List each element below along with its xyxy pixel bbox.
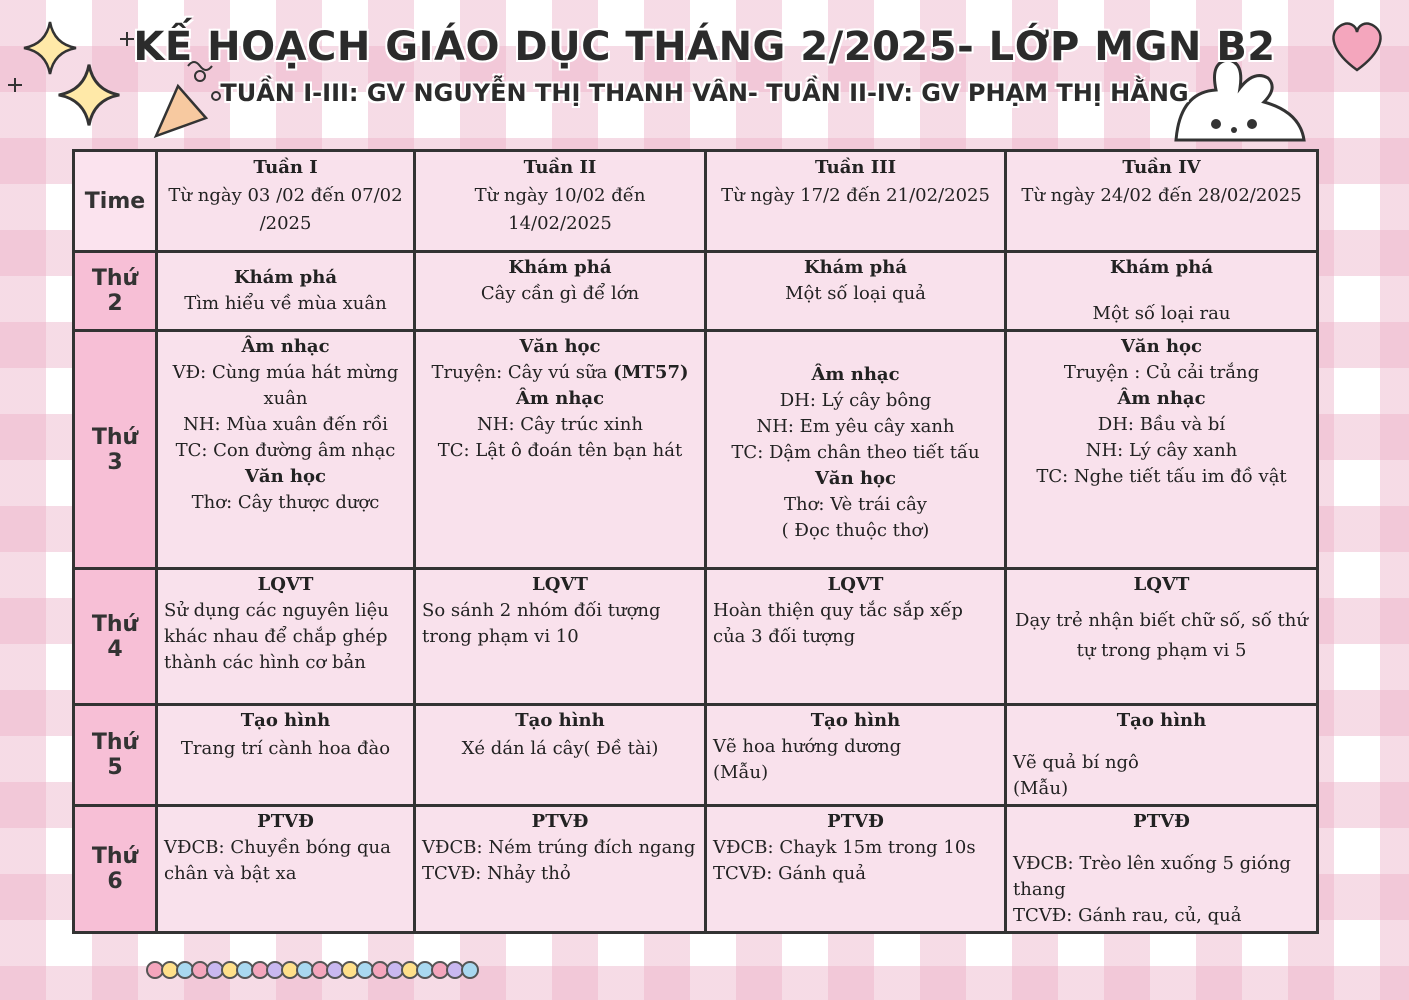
activity-line: Truyện : Củ cải trắng xyxy=(1063,362,1260,383)
page-subtitle: TUẦN I-III: GV NGUYỄN THỊ THANH VÂN- TUẦN II-IV: GV PHẠM THỊ HẰNG xyxy=(220,79,1189,107)
day-label: Thứ 2 xyxy=(74,252,157,331)
day-label: Thứ 5 xyxy=(74,705,157,806)
activity-cell xyxy=(1006,331,1318,569)
table-row xyxy=(74,252,1318,331)
activity-title: Tạo hình xyxy=(1116,710,1207,731)
activity-cell xyxy=(157,806,415,933)
activity-title: LQVT xyxy=(1133,574,1190,595)
activity-cell xyxy=(415,569,706,705)
week-dates: Từ ngày 17/2 đến 21/02/2025 xyxy=(721,185,990,206)
activity-cell xyxy=(157,331,415,569)
activity-line: VĐCB: Ném trúng đích ngang xyxy=(422,837,696,858)
table-row xyxy=(74,331,1318,569)
activity-line: Một số loại rau xyxy=(1092,303,1231,324)
activity-line: TC: Lật ô đoán tên bạn hát xyxy=(437,440,683,461)
activity-title: Tạo hình xyxy=(810,710,901,731)
activity-cell xyxy=(706,806,1006,933)
activity-cell xyxy=(157,252,415,331)
activity-title: Khám phá xyxy=(1109,257,1214,278)
activity-line: VĐ: Cùng múa hát mừng xuân xyxy=(172,362,399,409)
week-header xyxy=(706,151,1006,252)
education-plan-table xyxy=(72,149,1319,934)
activity-title: PTVĐ xyxy=(257,811,314,832)
activity-line: NH: Mùa xuân đến rồi xyxy=(183,414,388,435)
activity-line: DH: Lý cây bông xyxy=(779,390,932,411)
activity-line: Hoàn thiện quy tắc sắp xếp của 3 đối tượng xyxy=(713,600,963,647)
activity-title: LQVT xyxy=(257,574,314,595)
activity-line: Cây cần gì để lớn xyxy=(480,283,640,304)
activity-line: TCVĐ: Nhảy thỏ xyxy=(422,863,571,884)
activity-line: DH: Bầu và bí xyxy=(1097,414,1226,435)
activity-line: (Mẫu) xyxy=(713,762,769,783)
activity-cell xyxy=(415,705,706,806)
activity-line: NH: Lý cây xanh xyxy=(1085,440,1238,461)
activity-cell xyxy=(415,806,706,933)
activity-line: Vẽ hoa hướng dương xyxy=(713,736,902,757)
activity-cell xyxy=(1006,569,1318,705)
table-row xyxy=(74,806,1318,933)
activity-cell xyxy=(706,331,1006,569)
bead-chain-decoration xyxy=(146,961,476,979)
activity-line: TCVĐ: Gánh rau, củ, quả xyxy=(1013,905,1242,926)
activity-line: Vẽ quả bí ngô xyxy=(1013,752,1139,773)
activity-title: Âm nhạc xyxy=(515,388,605,409)
activity-title: Tạo hình xyxy=(240,710,331,731)
bead-icon xyxy=(461,961,479,979)
activity-line: TC: Dậm chân theo tiết tấu xyxy=(731,442,980,463)
activity-line: Một số loại quả xyxy=(785,283,926,304)
day-label: Thứ 6 xyxy=(74,806,157,933)
activity-cell xyxy=(1006,705,1318,806)
week-name: Tuần III xyxy=(814,157,897,178)
activity-title: Khám phá xyxy=(233,267,338,288)
activity-title: Văn học xyxy=(1120,336,1203,357)
activity-title: Văn học xyxy=(244,466,327,487)
activity-line xyxy=(422,360,698,386)
week-name: Tuần II xyxy=(523,157,597,178)
table-row xyxy=(74,705,1318,806)
activity-line: VĐCB: Chayk 15m trong 10s xyxy=(713,837,976,858)
activity-title: PTVĐ xyxy=(531,811,589,832)
day-label: Thứ 4 xyxy=(74,569,157,705)
activity-title: LQVT xyxy=(827,574,884,595)
activity-title: LQVT xyxy=(532,574,588,595)
activity-line: Sử dụng các nguyên liệu khác nhau để chắp ghép thành các hình cơ bản xyxy=(164,600,389,673)
activity-line: VĐCB: Trèo lên xuống 5 gióng thang xyxy=(1013,853,1291,900)
activity-cell xyxy=(157,705,415,806)
activity-line: Thơ: Cây thược dược xyxy=(191,492,380,513)
activity-line: (Mẫu) xyxy=(1013,778,1069,799)
activity-title: PTVĐ xyxy=(827,811,884,832)
table-row xyxy=(74,569,1318,705)
activity-cell xyxy=(706,705,1006,806)
objective-tag: (MT57) xyxy=(613,362,689,383)
activity-title: Khám phá xyxy=(803,257,908,278)
activity-cell xyxy=(1006,806,1318,933)
week-name: Tuần I xyxy=(253,157,318,178)
activity-cell xyxy=(415,252,706,331)
activity-line: NH: Em yêu cây xanh xyxy=(756,416,955,437)
activity-title: Văn học xyxy=(814,468,897,489)
activity-line: ( Đọc thuộc thơ) xyxy=(781,520,930,541)
activity-line: So sánh 2 nhóm đối tượng trong phạm vi 10 xyxy=(422,600,661,647)
activity-line: Dạy trẻ nhận biết chữ số, số thứ tự trong phạm vi 5 xyxy=(1015,610,1308,661)
activity-line: VĐCB: Chuyền bóng qua chân và bật xa xyxy=(164,837,391,884)
activity-cell xyxy=(706,252,1006,331)
week-header xyxy=(157,151,415,252)
activity-cell xyxy=(157,569,415,705)
week-header xyxy=(1006,151,1318,252)
activity-cell xyxy=(415,331,706,569)
activity-title: Tạo hình xyxy=(515,710,605,731)
activity-title: Văn học xyxy=(519,336,601,357)
activity-line: NH: Cây trúc xinh xyxy=(477,414,643,435)
activity-cell xyxy=(706,569,1006,705)
activity-title: Âm nhạc xyxy=(241,336,330,357)
week-dates: Từ ngày 10/02 đến 14/02/2025 xyxy=(474,185,646,234)
story-text: Truyện: Cây vú sữa xyxy=(431,362,608,383)
week-header xyxy=(415,151,706,252)
week-dates: Từ ngày 03 /02 đến 07/02 /2025 xyxy=(168,185,403,234)
page-title: KẾ HOẠCH GIÁO DỤC THÁNG 2/2025- LỚP MGN B2 xyxy=(133,24,1276,70)
activity-cell xyxy=(1006,252,1318,331)
activity-title: PTVĐ xyxy=(1133,811,1190,832)
activity-line: Xé dán lá cây( Đề tài) xyxy=(461,738,659,759)
table-header-row xyxy=(74,151,1318,252)
activity-line: TC: Con đường âm nhạc xyxy=(175,440,396,461)
activity-title: Khám phá xyxy=(508,257,612,278)
week-dates: Từ ngày 24/02 đến 28/02/2025 xyxy=(1021,185,1302,206)
activity-line: TC: Nghe tiết tấu im đồ vật xyxy=(1036,466,1287,487)
activity-title: Âm nhạc xyxy=(811,364,900,385)
activity-line: Thơ: Vè trái cây xyxy=(784,494,927,515)
activity-line: Tìm hiểu về mùa xuân xyxy=(184,293,387,314)
day-label: Thứ 3 xyxy=(74,331,157,569)
activity-line: TCVĐ: Gánh quả xyxy=(713,863,866,884)
week-name: Tuần IV xyxy=(1122,157,1201,178)
time-header: Time xyxy=(74,151,157,252)
activity-title: Âm nhạc xyxy=(1117,388,1206,409)
activity-line: Trang trí cành hoa đào xyxy=(180,738,391,759)
